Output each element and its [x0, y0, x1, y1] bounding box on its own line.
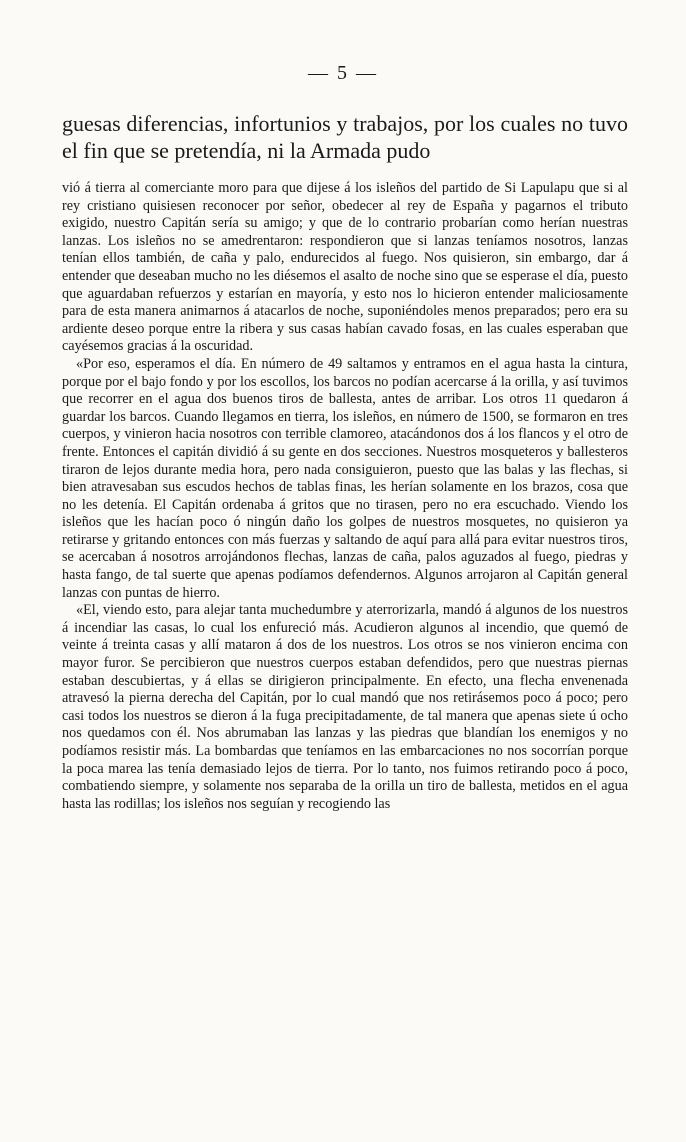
body-text	[62, 180, 628, 813]
paragraph-1: vió á tierra al comerciante moro para que dijese á los isleños del partido de Si Lapulapu que si al rey cristiano quisiesen reconocer por señor, obedecer al rey de España y pagarnos el tributo exigido, nuestro Capitán sería su amigo; y que de lo contrario probarían como herían nuestras lanzas. Los isleños no se amedrentaron: respondieron que si lanzas teníamos nosotros, lanzas tenían ellos también, de caña y palo, endurecidos al fuego. Nos quisieron, sin embargo, dar á entender que deseaban mucho no les diésemos el asalto de noche sino que se esperase el día, puesto que aguardaban refuerzos y estarían en mayoría, y esto nos lo hicieron entender maliciosamente para de esta manera animarnos á atacarlos de noche, suponiéndoles menos preparados; pero era su ardiente deseo porque entre la ribera y sus casas habían cavado fosas, en las cuales esperaban que cayésemos gracias á la oscuridad.	[62, 180, 628, 355]
paragraph-2: «Por eso, esperamos el día. En número de 49 saltamos y entramos en el agua hasta la cintura, porque por el bajo fondo y por los escollos, los barcos no podían acercarse á la orilla, y así tuvimos que recorrer en el agua dos buenos tiros de ballesta, antes de arribar. Los otros 11 quedaron á guardar los barcos. Cuando llegamos en tierra, los isleños, en número de 1500, se formaron en tres cuerpos, y vinieron hacia nosotros con terrible clamoreo, atacándonos dos á los flancos y el otro de frente. Entonces el capitán dividió á su gente en dos secciones. Nuestros mosqueteros y ballesteros tiraron de lejos durante media hora, pero nada consiguieron, puesto que las balas y las flechas, si bien atravesaban sus escudos hechos de tablas finas, les herían solamente en los brazos, cosa que no les detenía. El Capitán ordenaba á gritos que no tirasen, pero no era escuchado. Viendo los isleños que les hacían poco ó ningún daño los golpes de nuestros mosquetes, no quisieron ya retirarse y gritando entonces con más fuerzas y saltando de aquí para allá para evitar nuestros tiros, se acercaban á nosotros arrojándonos flechas, lanzas de caña, palos aguzados al fuego, piedras y hasta fango, de tal suerte que apenas podíamos defendernos. Algunos arrojaron al Capitán general lanzas con puntas de hierro.	[62, 355, 628, 601]
lead-paragraph: guesas diferencias, infortunios y trabajos, por los cuales no tuvo el fin que se pretendía, ni la Armada pudo	[62, 111, 628, 163]
lead-text-block	[62, 110, 628, 164]
page-number: — 5 —	[308, 62, 378, 84]
paragraph-3: «El, viendo esto, para alejar tanta muchedumbre y aterrorizarla, mandó á algunos de los nuestros á incendiar las casas, lo cual los enfureció más. Acudieron algunos al incendio, que quemó de veinte á treinta casas y allí mataron á dos de los nuestros. Los otros se nos vinieron encima con mayor furor. Se percibieron que nuestros cuerpos estaban defendidos, pero que nuestras piernas estaban descubiertas, y á ellas se dirigieron principalmente. En efecto, una flecha envenenada atravesó la pierna derecha del Capitán, por lo cual mandó que nos retirásemos poco á poco; pero casi todos los nuestros se dieron á la fuga precipitadamente, de tal manera que apenas siete ú ocho nos quedamos con él. Nos abrumaban las lanzas y las piedras que blandían los enemigos y no podíamos resistir más. La bombardas que teníamos en las embarcaciones no nos socorrían porque la poca marea las tenía demasiado lejos de tierra. Por lo tanto, nos fuimos retirando poco á poco, combatiendo siempre, y solamente nos separaba de la orilla un tiro de ballesta, metidos en el agua hasta las rodillas; los isleños nos seguían y recogiendo las	[62, 602, 628, 812]
